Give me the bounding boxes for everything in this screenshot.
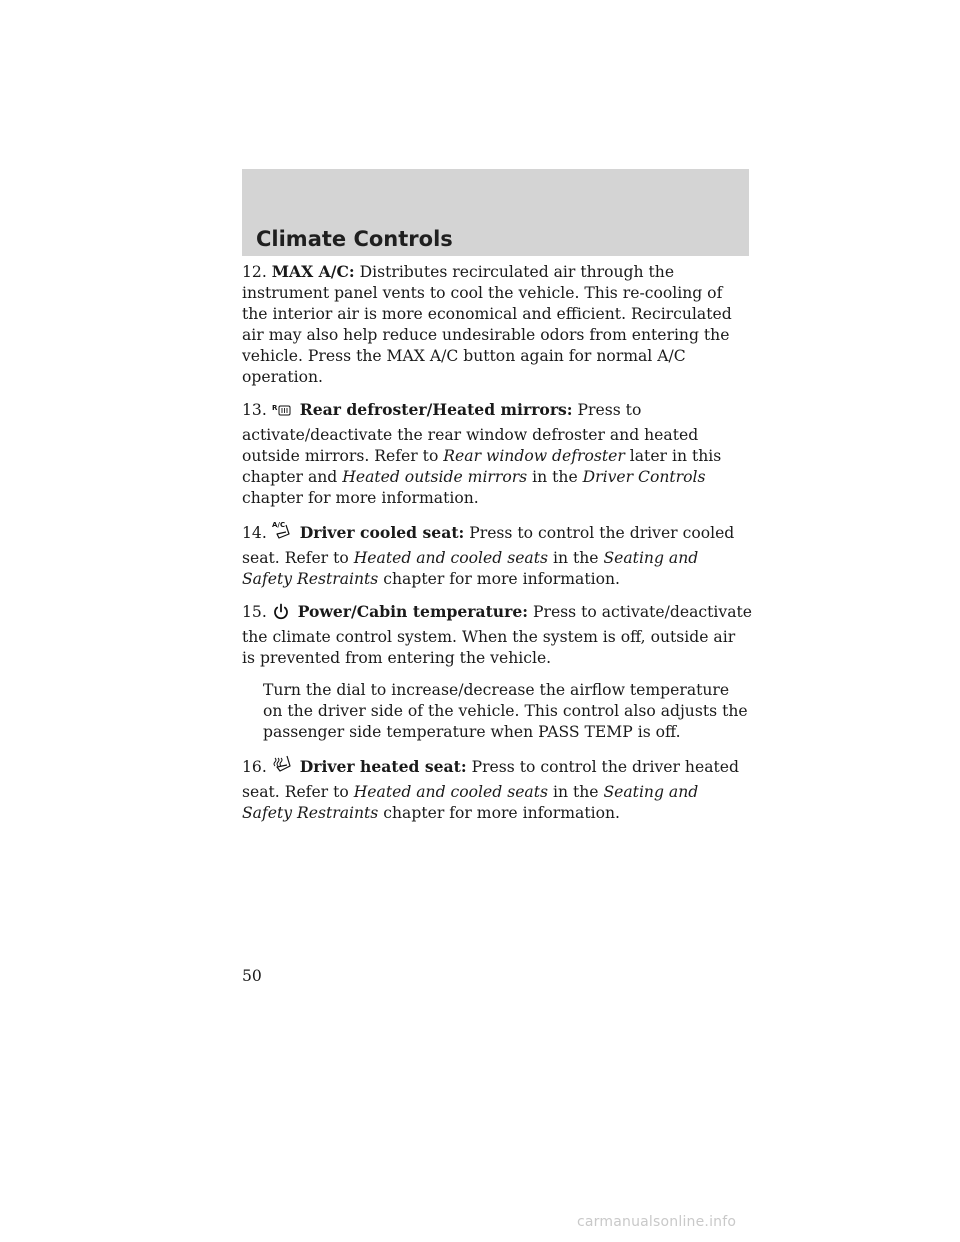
entry-body: chapter for more information. (378, 804, 620, 822)
entry-driver-cooled-seat (242, 520, 752, 590)
entry-title: Driver heated seat: (299, 757, 467, 776)
entry-number: 12. (242, 263, 267, 281)
svg-text:A/C: A/C (271, 521, 285, 529)
entry-power-cabin-temperature (242, 601, 752, 669)
heated-seat-icon (272, 754, 292, 782)
cooled-seat-icon (272, 520, 292, 548)
cross-reference: Heated and cooled seats (353, 549, 549, 567)
cross-reference: Driver Controls (582, 468, 706, 486)
page-number: 50 (242, 967, 262, 985)
section-header-band (242, 169, 749, 256)
entry-rear-defroster (242, 399, 752, 509)
cross-reference: Seating and Safety Restraints (242, 549, 699, 588)
entry-title: Power/Cabin temperature: (297, 602, 529, 621)
watermark: carmanualsonline.info (577, 1214, 737, 1230)
entry-title: MAX A/C: (271, 262, 355, 281)
entry-driver-heated-seat (242, 754, 752, 824)
entry-max-ac (242, 261, 752, 388)
entry-body: Press to control the driver cooled seat. Refer to (242, 524, 735, 567)
entry-number: 13. (242, 401, 267, 419)
entry-sub-paragraph: Turn the dial to increase/decrease the airflow temperature on the driver side of the vehicle. This control also adjusts the passenger side temperature when PASS TEMP is off. (263, 681, 748, 741)
entry-body: later in this chapter and (242, 447, 722, 486)
entry-body: Press to control the driver heated seat. Refer to (242, 758, 739, 801)
entry-title: Rear defroster/Heated mirrors: (299, 400, 573, 419)
cross-reference: Heated and cooled seats (353, 783, 549, 801)
entry-body: chapter for more information. (242, 489, 479, 507)
rear-defroster-icon (272, 403, 292, 425)
cross-reference: Heated outside mirrors (342, 468, 528, 486)
cross-reference: Seating and Safety Restraints (242, 783, 699, 822)
svg-text:R: R (271, 404, 278, 412)
entry-title: Driver cooled seat: (299, 523, 465, 542)
entry-number: 14. (242, 524, 267, 542)
entry-body: chapter for more information. (378, 570, 620, 588)
cross-reference: Rear window defroster (443, 447, 625, 465)
entry-body: Press to activate/deactivate the climate control system. When the system is off, outside air is prevented from entering the vehicle. (242, 603, 752, 667)
section-title: Climate Controls (256, 227, 453, 251)
entry-number: 15. (242, 603, 267, 621)
power-icon (272, 603, 290, 627)
content-body (242, 261, 752, 835)
entry-body: in the (548, 783, 604, 801)
entry-body: in the (527, 468, 583, 486)
entry-number: 16. (242, 758, 267, 776)
entry-body: Press to activate/deactivate the rear window defroster and heated outside mirrors. Refer to (242, 401, 699, 465)
entry-body: Distributes recirculated air through the instrument panel vents to cool the vehicle. This re-cooling of the interior air is more economical and efficient. Recirculated air may also help reduce undesirable odors from entering the vehicle. Press the MAX A/C button again for normal A/C operation. (242, 263, 732, 386)
entry-body: in the (548, 549, 604, 567)
